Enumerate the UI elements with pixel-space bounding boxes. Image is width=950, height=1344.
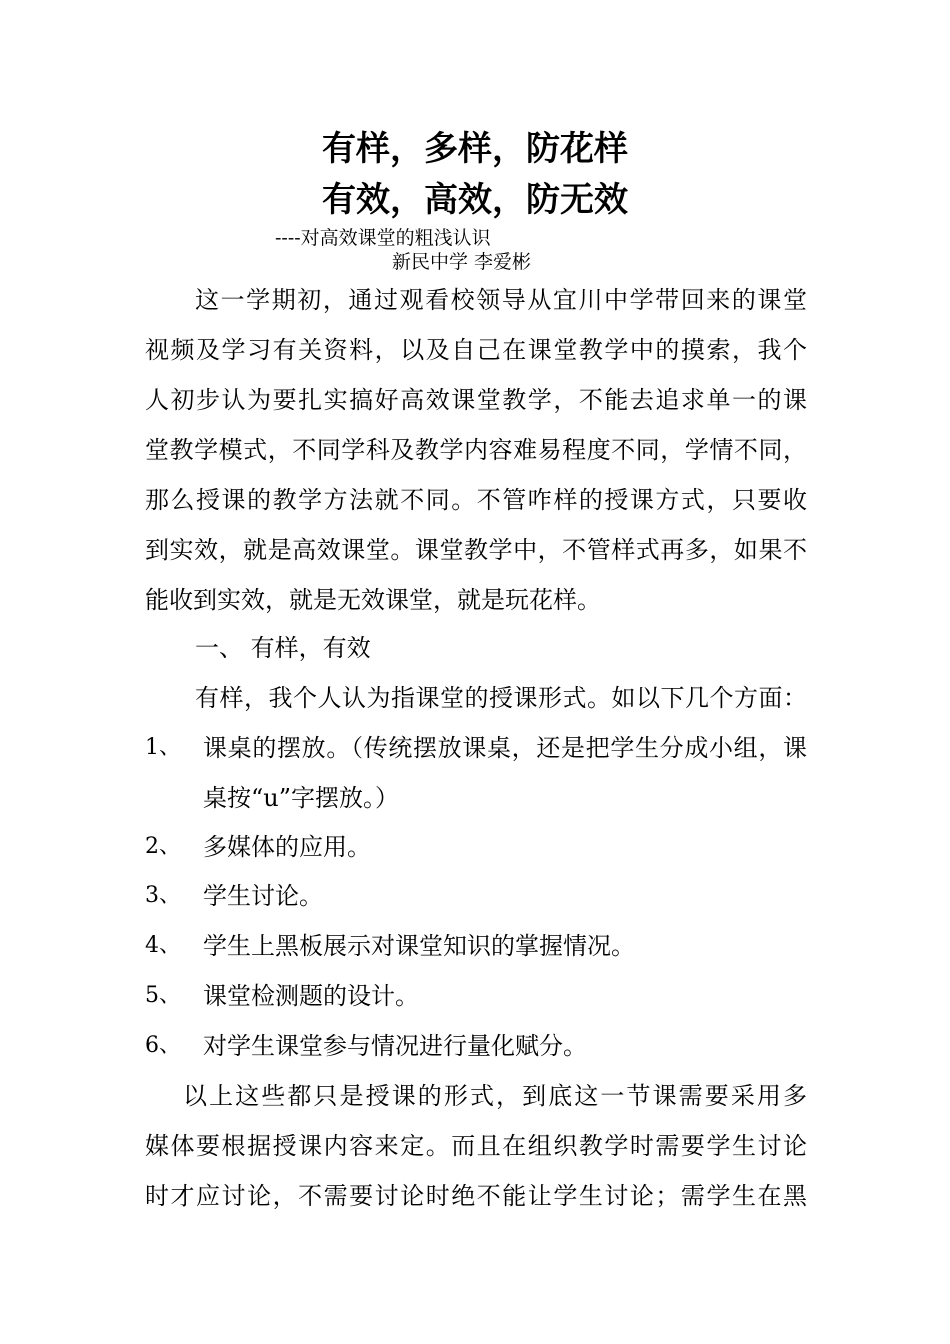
- intro-line: 这一学期初，通过观看校领导从宜川中学带回来的课堂: [195, 286, 807, 314]
- closing-line: 以上这些都只是授课的形式，到底这一节课需要采用多: [183, 1082, 807, 1110]
- list-number: 6、: [145, 1033, 181, 1058]
- list-item: 课堂检测题的设计。: [203, 982, 419, 1010]
- list-item: 对学生课堂参与情况进行量化赋分。: [203, 1032, 587, 1060]
- intro-line: 到实效，就是高效课堂。课堂教学中，不管样式再多，如果不: [145, 536, 807, 564]
- list-number: 5、: [145, 983, 181, 1008]
- list-number: 4、: [145, 933, 181, 958]
- section-intro: 有样，我个人认为指课堂的授课形式。如以下几个方面：: [195, 684, 807, 712]
- list-item-continuation: 桌按“u”字摆放。）: [203, 784, 399, 812]
- list-item: 学生上黑板展示对课堂知识的掌握情况。: [203, 932, 635, 960]
- list-item: 多媒体的应用。: [203, 833, 371, 861]
- closing-line: 时才应讨论，不需要讨论时绝不能让学生讨论；需学生在黑: [145, 1182, 807, 1210]
- section-heading: 一、 有样，有效: [195, 634, 371, 662]
- intro-line: 能收到实效，就是无效课堂，就是玩花样。: [145, 586, 601, 614]
- intro-line: 堂教学模式，不同学科及教学内容难易程度不同，学情不同，: [145, 436, 807, 464]
- intro-line: 视频及学习有关资料，以及自己在课堂教学中的摸索，我个: [145, 336, 807, 364]
- list-number: 2、: [145, 834, 181, 859]
- intro-line: 那么授课的教学方法就不同。不管咋样的授课方式，只要收: [145, 486, 807, 514]
- list-item: 学生讨论。: [203, 882, 323, 910]
- title-line-1: 有样，多样，防花样: [322, 129, 628, 169]
- subtitle: ----对高效课堂的粗浅认识: [275, 227, 491, 249]
- title-line-2: 有效，高效，防无效: [322, 180, 628, 220]
- author-line: 新民中学 李爱彬: [392, 251, 532, 273]
- intro-line: 人初步认为要扎实搞好高效课堂教学，不能去追求单一的课: [145, 386, 807, 414]
- list-item: 课桌的摆放。（传统摆放课桌，还是把学生分成小组，课: [203, 734, 807, 762]
- list-number: 3、: [145, 883, 181, 908]
- closing-line: 媒体要根据授课内容来定。而且在组织教学时需要学生讨论: [145, 1132, 807, 1160]
- list-number: 1、: [145, 735, 181, 760]
